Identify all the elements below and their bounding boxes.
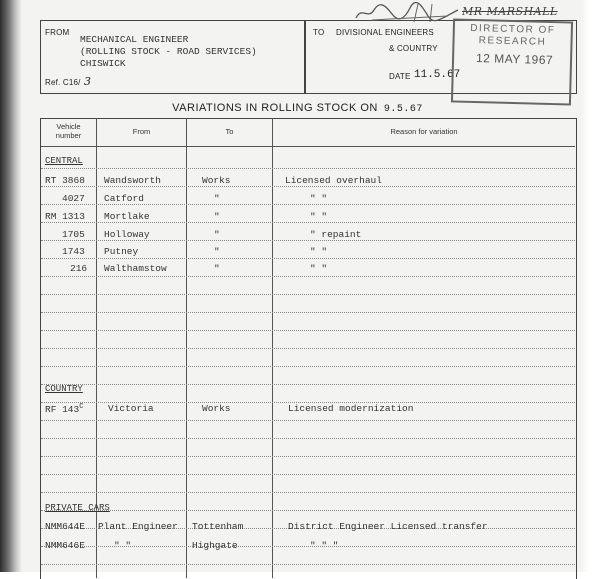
reason-cell: District Engineer Licensed transfer [288, 521, 488, 532]
to-line-2: & COUNTRY [389, 44, 438, 53]
from-cell: Holloway [104, 229, 150, 240]
to-cell: Works [202, 175, 231, 186]
reason-cell: " " [310, 193, 328, 204]
title-text: VARIATIONS IN ROLLING STOCK ON [172, 102, 378, 114]
ruling-line [41, 294, 575, 295]
stamp-date: 12 MAY 1967 [475, 51, 554, 68]
section-central: CENTRAL [45, 156, 83, 166]
section-private: PRIVATE CARS [45, 503, 110, 513]
from-cell: Walthamstow [104, 263, 167, 274]
col-header-vehicle [41, 122, 96, 140]
from-cell: Mortlake [104, 211, 150, 222]
from-cell: Catford [104, 193, 144, 204]
ruling-line [41, 240, 575, 241]
from-line-1: MECHANICAL ENGINEER [80, 34, 189, 45]
ruling-line [41, 420, 575, 421]
ruling-line [41, 276, 575, 277]
to-cell: Highgate [192, 540, 238, 551]
title-date: 9.5.67 [383, 104, 423, 115]
to-cell: " [214, 229, 220, 240]
ruling-line [41, 330, 575, 331]
vehicle-number: NMM646E [45, 540, 85, 551]
from-cell: Putney [104, 246, 139, 257]
col-header-from: From [132, 127, 151, 136]
section-country: COUNTRY [45, 384, 83, 394]
from-line-2: (ROLLING STOCK - ROAD SERVICES) [80, 46, 257, 57]
ruling-line [41, 564, 575, 565]
reason-cell: Licensed overhaul [285, 175, 382, 186]
ref-value: 3 [84, 75, 91, 88]
from-cell: Plant Engineer [98, 521, 178, 532]
ruling-line [41, 474, 575, 475]
handwritten-annotation: MR MARSHALL [462, 5, 558, 18]
date-label: DATE [389, 72, 411, 81]
vehicle-number: 1743 [62, 246, 85, 257]
to-cell: " [214, 193, 220, 204]
to-cell: " [214, 246, 220, 257]
from-cell: Wandsworth [104, 175, 162, 186]
ruling-line [41, 258, 575, 259]
from-line-3: CHISWICK [80, 58, 126, 69]
vehicle-number: RT 3868 [45, 175, 85, 186]
to-label: TO [313, 28, 325, 37]
ruling-line [41, 366, 575, 367]
header-separator [41, 146, 575, 147]
to-cell: " [214, 263, 220, 274]
vehicle-number-main: RF 143 [45, 404, 80, 416]
col-header-reason: Reason for variation [390, 127, 458, 136]
vehicle-number: 4027 [62, 193, 85, 204]
scan-edge-right [581, 0, 595, 572]
to-line-1: DIVISIONAL ENGINEERS [336, 28, 434, 37]
col-header-vehicle-line2: number [55, 131, 82, 140]
to-cell: Works [202, 403, 231, 414]
scan-edge-shadow [0, 0, 22, 572]
vehicle-number: 1705 [62, 229, 85, 240]
date-value: 11.5.67 [414, 69, 461, 81]
vehicle-number-superscript: C [79, 403, 84, 411]
reason-cell: " " [310, 211, 328, 222]
from-cell: Victoria [108, 403, 154, 414]
ruling-line [41, 456, 575, 457]
vehicle-number [45, 403, 83, 415]
vehicle-number: NMM644E [45, 521, 85, 532]
from-cell: " " [114, 540, 132, 551]
ruling-line [41, 438, 575, 439]
stamp-title-2: RESEARCH [478, 35, 547, 48]
reason-cell: " repaint [310, 229, 362, 240]
handwritten-scribble-icon [352, 2, 462, 24]
col-header-vehicle-line1: Vehicle [56, 122, 81, 131]
reason-cell: Licensed modernization [288, 403, 414, 414]
to-cell: Tottenham [192, 521, 244, 532]
ruling-line [41, 222, 575, 223]
col-header-to: To [225, 127, 234, 136]
ruling-line [41, 492, 575, 493]
ruling-line [41, 348, 575, 349]
from-label: FROM [45, 28, 70, 37]
received-stamp [451, 18, 573, 105]
ruling-line [41, 510, 575, 511]
vehicle-number: RM 1313 [45, 211, 85, 222]
document-title [0, 102, 595, 115]
reason-cell: " " [310, 246, 328, 257]
ref-label: Ref. C16/ [45, 78, 81, 87]
ruling-line [41, 312, 575, 313]
reason-cell: " " [310, 263, 328, 274]
ruling-line [41, 384, 575, 385]
stamp-title-1: DIRECTOR OF [470, 22, 556, 37]
ruling-line [41, 186, 575, 187]
ruling-line [41, 168, 575, 169]
vehicle-number: 216 [70, 263, 88, 274]
ruling-line [41, 204, 575, 205]
reason-cell: " " " [310, 540, 339, 551]
to-cell: " [214, 211, 220, 222]
